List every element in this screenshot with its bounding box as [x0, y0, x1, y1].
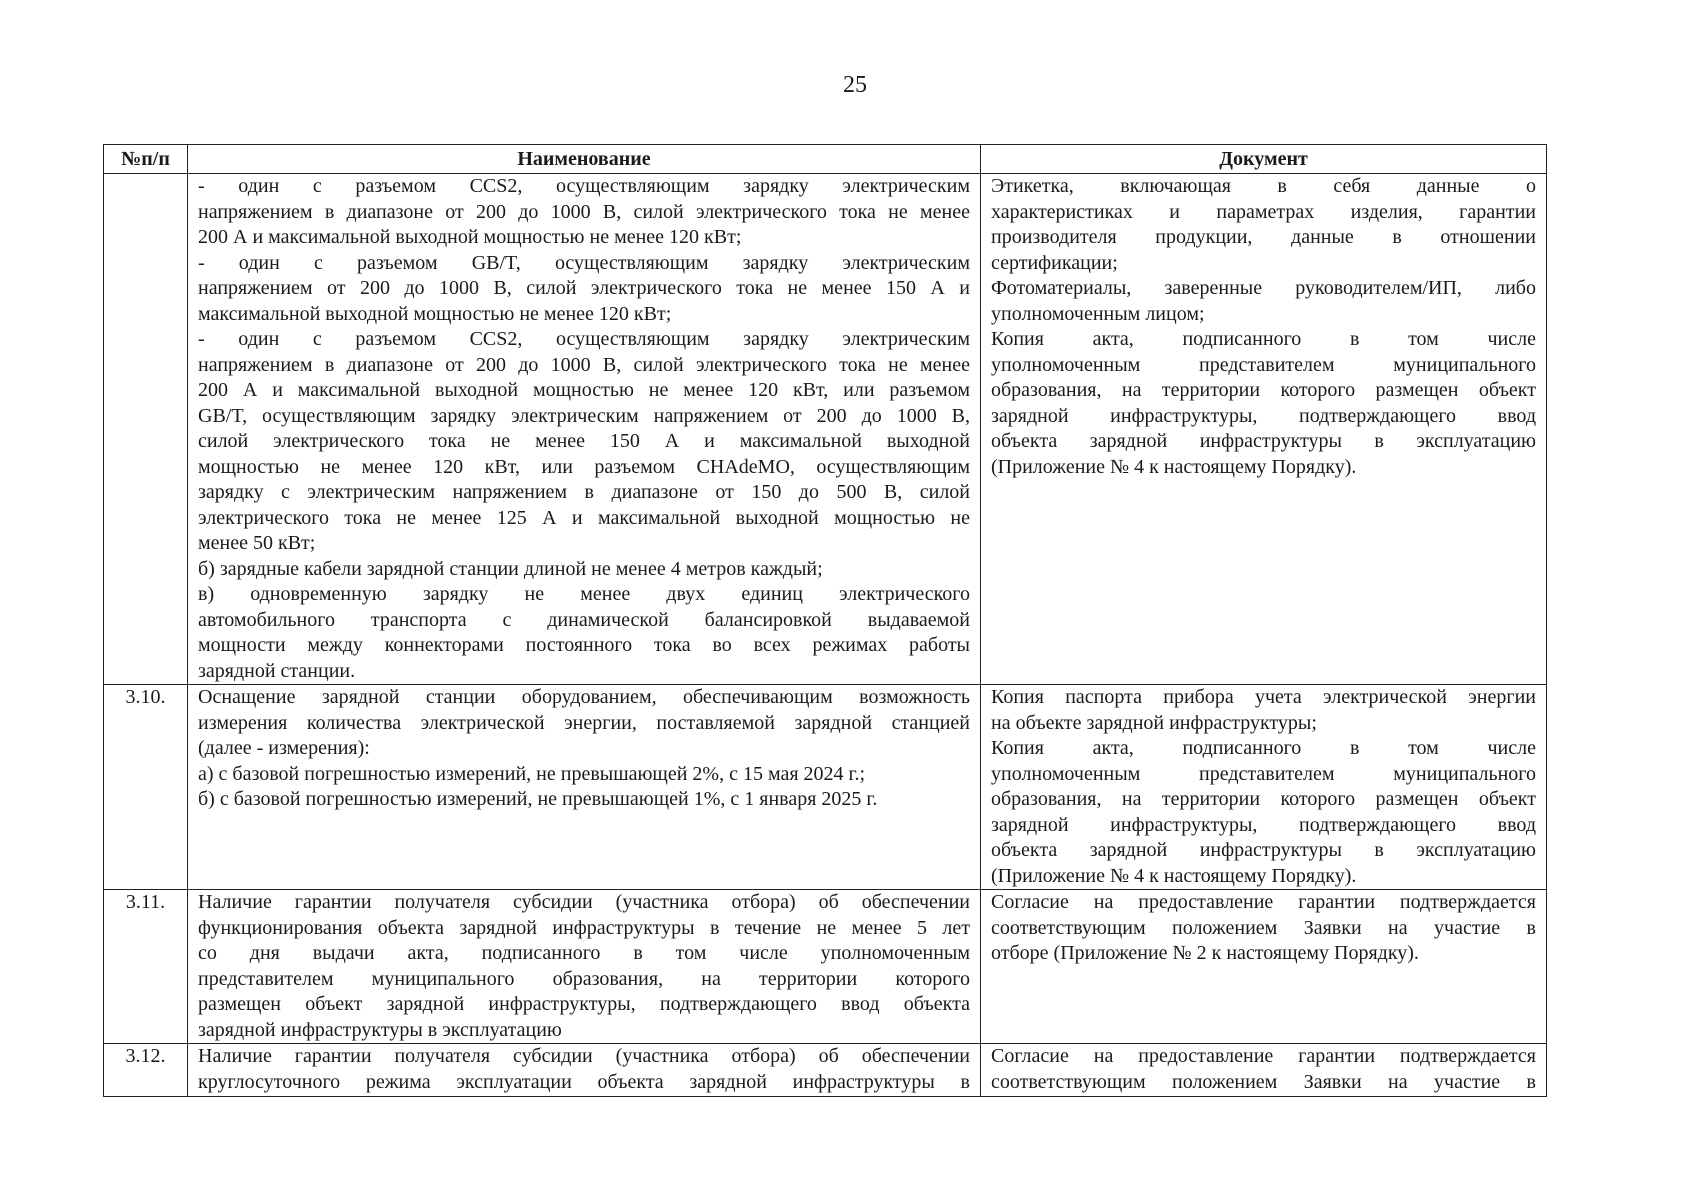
- text-line: Копия акта, подписанного в том числе: [991, 328, 1536, 350]
- text-line: Согласие на предоставление гарантии подтверждается: [991, 1045, 1536, 1067]
- text-line: б) с базовой погрешностью измерений, не превышающей 1%, с 1 января 2025 г.: [198, 788, 878, 810]
- text-line: (Приложение № 4 к настоящему Порядку).: [991, 455, 1357, 478]
- text-line: образования, на территории которого размещен объект: [991, 788, 1536, 810]
- text-line: (Приложение № 4 к настоящему Порядку).: [991, 864, 1357, 887]
- document-cell: [981, 1044, 1547, 1097]
- text-line: представителем муниципального образования, на территории которого: [198, 967, 970, 990]
- page-number: 25: [843, 72, 867, 98]
- text-line: отборе (Приложение № 2 к настоящему Порядку).: [991, 942, 1419, 964]
- text-line: Этикетка, включающая в себя данные о: [991, 175, 1536, 197]
- text-line: Наличие гарантии получателя субсидии (участника отбора) об обеспечении: [198, 891, 970, 913]
- header-num: №п/п: [104, 145, 188, 174]
- text-line: уполномоченным представителем муниципального: [991, 762, 1536, 785]
- text-line: Оснащение зарядной станции оборудованием, обеспечивающим возможность: [198, 686, 970, 708]
- text-line: соответствующим положением Заявки на участие в: [991, 1070, 1536, 1093]
- row-number: [104, 174, 188, 685]
- text-line: Копия паспорта прибора учета электрической энергии: [991, 686, 1536, 708]
- text-line: зарядку с электрическим напряжением в диапазоне от 150 до 500 В, силой: [198, 481, 970, 503]
- text-line: сертификации;: [991, 251, 1118, 274]
- text-line: мощности между коннекторами постоянного тока во всех режимах работы: [198, 634, 970, 656]
- text-line: 200 А и максимальной выходной мощностью не менее 120 кВт, или разъемом: [198, 379, 970, 401]
- text-line: - один с разъемом GB/T, осуществляющим зарядку электрическим: [198, 251, 970, 274]
- table-row: [104, 1044, 1547, 1097]
- text-line: производителя продукции, данные в отношении: [991, 226, 1536, 248]
- text-line: образования, на территории которого размещен объект: [991, 379, 1536, 401]
- text-line: мощностью не менее 120 кВт, или разъемом CHAdeMO, осуществляющим: [198, 455, 970, 478]
- text-line: силой электрического тока не менее 150 А и максимальной выходной: [198, 430, 970, 452]
- text-line: (далее - измерения):: [198, 737, 370, 759]
- table-row: [104, 174, 1547, 685]
- requirement-name-cell: [188, 174, 981, 685]
- header-document: Документ: [981, 145, 1547, 174]
- document-cell: [981, 890, 1547, 1044]
- document-cell: [981, 685, 1547, 890]
- table-row: [104, 685, 1547, 890]
- requirements-table: [103, 144, 1547, 1097]
- text-line: Согласие на предоставление гарантии подтверждается: [991, 891, 1536, 913]
- requirement-name-cell: [188, 685, 981, 890]
- text-line: на объекте зарядной инфраструктуры;: [991, 711, 1317, 734]
- text-line: Копия акта, подписанного в том числе: [991, 737, 1536, 759]
- text-line: менее 50 кВт;: [198, 532, 316, 554]
- text-line: б) зарядные кабели зарядной станции длиной не менее 4 метров каждый;: [198, 557, 823, 580]
- text-line: характеристиках и параметрах изделия, гарантии: [991, 200, 1536, 223]
- text-line: объекта зарядной инфраструктуры в эксплуатацию: [991, 430, 1536, 452]
- text-line: GB/T, осуществляющим зарядку электрическим напряжением от 200 до 1000 В,: [198, 404, 970, 427]
- requirement-name-cell: [188, 1044, 981, 1097]
- text-line: объекта зарядной инфраструктуры в эксплуатацию: [991, 839, 1536, 861]
- text-line: напряжением в диапазоне от 200 до 1000 В, силой электрического тока не менее: [198, 200, 970, 223]
- text-line: зарядной инфраструктуры в эксплуатацию: [198, 1018, 562, 1041]
- table-row: [104, 890, 1547, 1044]
- text-line: а) с базовой погрешностью измерений, не превышающей 2%, с 15 мая 2024 г.;: [198, 762, 866, 785]
- requirement-name-cell: [188, 890, 981, 1044]
- row-number: 3.11.: [104, 890, 188, 1044]
- text-line: Наличие гарантии получателя субсидии (участника отбора) об обеспечении: [198, 1045, 970, 1067]
- document-cell: [981, 174, 1547, 685]
- text-line: в) одновременную зарядку не менее двух единиц электрического: [198, 583, 970, 605]
- row-number: 3.12.: [104, 1044, 188, 1097]
- text-line: напряжением от 200 до 1000 В, силой электрического тока не менее 150 А и: [198, 277, 970, 299]
- text-line: круглосуточного режима эксплуатации объекта зарядной инфраструктуры в: [198, 1070, 970, 1093]
- text-line: функционирования объекта зарядной инфраструктуры в течение не менее 5 лет: [198, 916, 970, 939]
- text-line: 200 А и максимальной выходной мощностью не менее 120 кВт;: [198, 226, 742, 248]
- header-name: Наименование: [188, 145, 981, 174]
- text-line: максимальной выходной мощностью не менее 120 кВт;: [198, 302, 672, 325]
- table-header-row: [104, 145, 1547, 174]
- text-line: зарядной станции.: [198, 659, 356, 682]
- text-line: соответствующим положением Заявки на участие в: [991, 916, 1536, 939]
- text-line: зарядной инфраструктуры, подтверждающего ввод: [991, 404, 1536, 427]
- text-line: уполномоченным представителем муниципального: [991, 353, 1536, 376]
- text-line: напряжением в диапазоне от 200 до 1000 В, силой электрического тока не менее: [198, 353, 970, 376]
- text-line: со дня выдачи акта, подписанного в том числе уполномоченным: [198, 942, 970, 964]
- text-line: - один с разъемом CCS2, осуществляющим зарядку электрическим: [198, 175, 970, 197]
- text-line: размещен объект зарядной инфраструктуры, подтверждающего ввод объекта: [198, 993, 970, 1015]
- text-line: уполномоченным лицом;: [991, 302, 1205, 325]
- text-line: автомобильного транспорта с динамической балансировкой выдаваемой: [198, 608, 970, 631]
- text-line: измерения количества электрической энергии, поставляемой зарядной станцией: [198, 711, 970, 734]
- text-line: зарядной инфраструктуры, подтверждающего ввод: [991, 813, 1536, 836]
- text-line: электрического тока не менее 125 А и максимальной выходной мощностью не: [198, 506, 970, 529]
- text-line: - один с разъемом CCS2, осуществляющим зарядку электрическим: [198, 328, 970, 350]
- row-number: 3.10.: [104, 685, 188, 890]
- text-line: Фотоматериалы, заверенные руководителем/ИП, либо: [991, 277, 1536, 299]
